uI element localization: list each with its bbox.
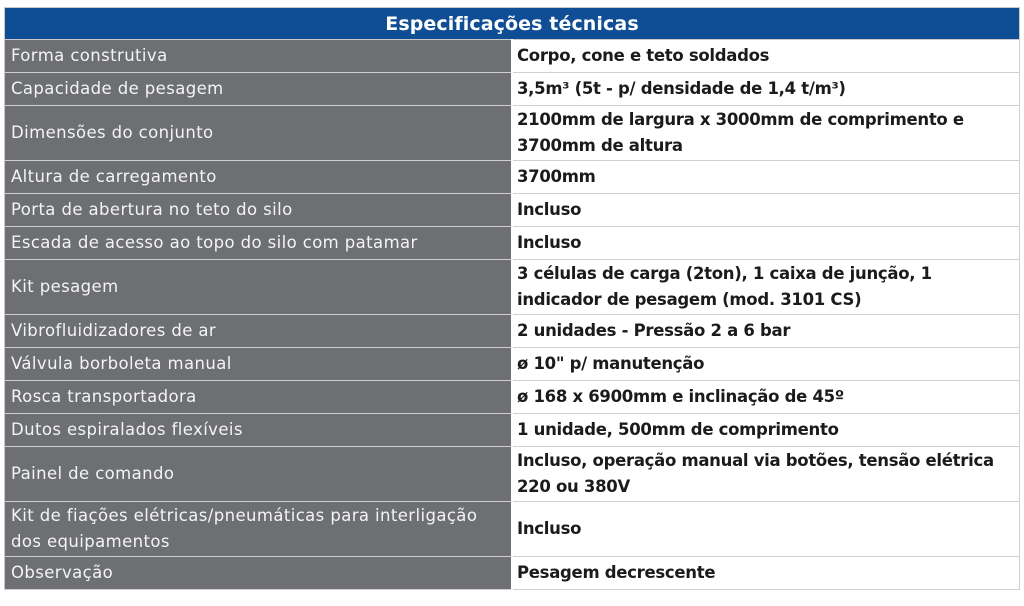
spec-label: Capacidade de pesagem — [5, 73, 513, 106]
specifications-table — [4, 7, 1020, 590]
spec-label: Dutos espiralados flexíveis — [5, 414, 513, 447]
table-row — [5, 106, 1020, 161]
spec-value: 3,5m³ (5t - p/ densidade de 1,4 t/m³) — [512, 73, 1020, 106]
table-row — [5, 260, 1020, 315]
spec-label: Altura de carregamento — [5, 161, 513, 194]
table-row — [5, 502, 1020, 557]
spec-value: ø 10" p/ manutenção — [512, 348, 1020, 381]
spec-value: Corpo, cone e teto soldados — [512, 40, 1020, 73]
spec-label: Dimensões do conjunto — [5, 106, 513, 161]
table-row — [5, 414, 1020, 447]
spec-value: Incluso — [512, 502, 1020, 557]
spec-value: 3 células de carga (2ton), 1 caixa de junção, 1 indicador de pesagem (mod. 3101 CS) — [512, 260, 1020, 315]
spec-value: ø 168 x 6900mm e inclinação de 45º — [512, 381, 1020, 414]
spec-value: Incluso — [512, 194, 1020, 227]
spec-label: Observação — [5, 557, 513, 590]
spec-label: Kit de fiações elétricas/pneumáticas para interligação dos equipamentos — [5, 502, 513, 557]
table-row — [5, 161, 1020, 194]
table-row — [5, 227, 1020, 260]
spec-value: 2 unidades - Pressão 2 a 6 bar — [512, 315, 1020, 348]
table-row — [5, 73, 1020, 106]
table-row — [5, 315, 1020, 348]
spec-value: 3700mm — [512, 161, 1020, 194]
spec-value: 1 unidade, 500mm de comprimento — [512, 414, 1020, 447]
spec-value: Pesagem decrescente — [512, 557, 1020, 590]
table-row — [5, 348, 1020, 381]
table-title: Especificações técnicas — [5, 8, 1020, 40]
spec-value: 2100mm de largura x 3000mm de comprimento e 3700mm de altura — [512, 106, 1020, 161]
table-row — [5, 40, 1020, 73]
table-row — [5, 194, 1020, 227]
spec-label: Forma construtiva — [5, 40, 513, 73]
spec-label: Válvula borboleta manual — [5, 348, 513, 381]
table-header-row — [5, 8, 1020, 40]
spec-value: Incluso, operação manual via botões, tensão elétrica 220 ou 380V — [512, 447, 1020, 502]
spec-label: Escada de acesso ao topo do silo com patamar — [5, 227, 513, 260]
spec-value: Incluso — [512, 227, 1020, 260]
spec-label: Porta de abertura no teto do silo — [5, 194, 513, 227]
spec-label: Painel de comando — [5, 447, 513, 502]
spec-label: Rosca transportadora — [5, 381, 513, 414]
spec-label: Vibrofluidizadores de ar — [5, 315, 513, 348]
table-row — [5, 447, 1020, 502]
table-row — [5, 381, 1020, 414]
table-row — [5, 557, 1020, 590]
spec-label: Kit pesagem — [5, 260, 513, 315]
